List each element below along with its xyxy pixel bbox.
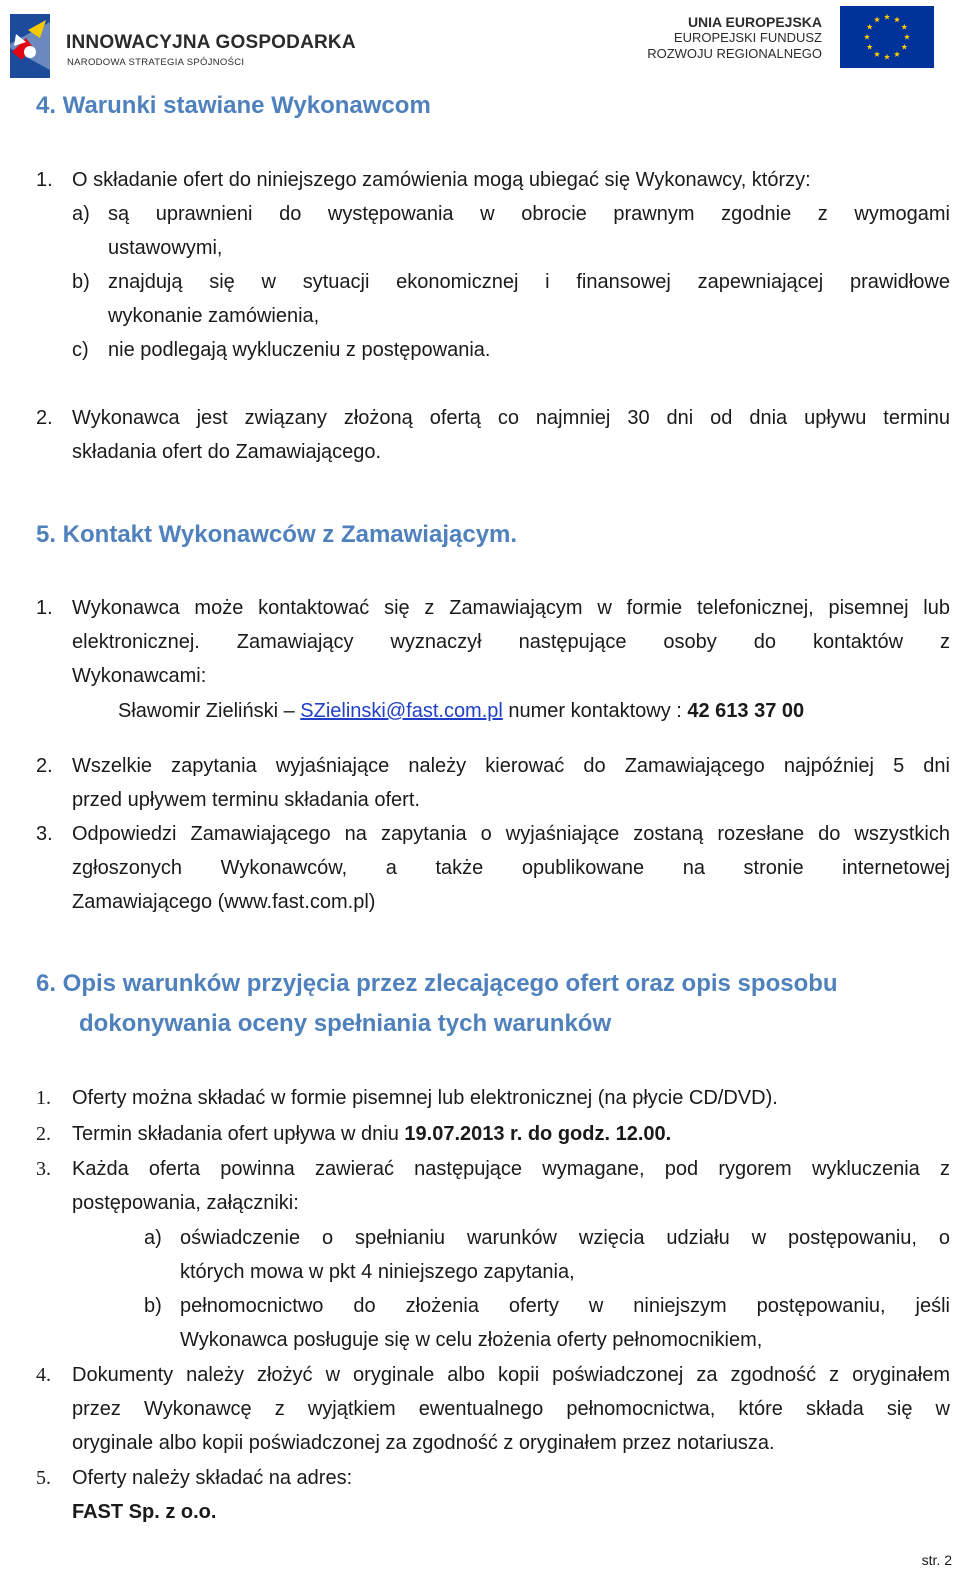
s5-item-2-line-1: Wszelkie zapytania wyjaśniające należy kierować do Zamawiającego najpóźniej 5 dni (72, 755, 950, 777)
s5-item-1-line-2: elektronicznej. Zamawiający wyznaczył następujące osoby do kontaktów z (72, 631, 950, 653)
s4-item-2-number: 2. (36, 407, 53, 429)
s6-item-3-line-1: Każda oferta powinna zawierać następujące wymagane, pod rygorem wykluczenia z (72, 1158, 950, 1180)
section-6-heading-line-2: dokonywania oceny spełniania tych warunków (79, 1010, 612, 1037)
s4-item-b-line-2: wykonanie zamówienia, (108, 305, 320, 327)
contact-line (118, 694, 804, 728)
s6-item-2-text: Termin składania ofert upływa w dniu (72, 1123, 405, 1145)
page-number: str. 2 (921, 1552, 952, 1568)
contact-name: Sławomir Zieliński – (118, 700, 301, 722)
s6-item-1-number: 1. (36, 1087, 51, 1109)
s6-item-3a-line-2: których mowa w pkt 4 niniejszego zapytania, (180, 1261, 575, 1283)
eu-logo-line-1: UNIA EUROPEJSKA (687, 14, 822, 30)
section-6-heading-line-1: 6. Opis warunków przyjęcia przez zlecającego ofert oraz opis sposobu (36, 970, 838, 997)
s4-item-1-text: O składanie ofert do niniejszego zamówienia mogą ubiegać się Wykonawcy, którzy: (72, 169, 811, 191)
s5-item-1-number: 1. (36, 597, 53, 619)
s6-item-5-address (72, 1495, 216, 1529)
s6-item-3-line-2: postępowania, załączniki: (72, 1192, 299, 1214)
s5-item-3-line-3: Zamawiającego (www.fast.com.pl) (72, 891, 376, 913)
s4-item-c-label: c) (72, 339, 89, 361)
s5-item-1-line-3: Wykonawcami: (72, 665, 207, 687)
s6-item-2-number: 2. (36, 1123, 51, 1145)
company-name: FAST Sp. z o.o. (72, 1501, 217, 1523)
s6-item-3a-line-1: oświadczenie o spełnianiu warunków wzięcia udziału w postępowaniu, o (180, 1227, 950, 1249)
s6-item-5-number: 5. (36, 1467, 51, 1489)
eu-flag-icon (840, 6, 934, 68)
s4-item-2-line-2: składania ofert do Zamawiającego. (72, 441, 382, 463)
s6-item-3b-line-2: Wykonawca posługuje się w celu złożenia oferty pełnomocnikiem, (180, 1329, 763, 1351)
eu-logo-line-3: ROZWOJU REGIONALNEGO (647, 46, 822, 61)
section-5-heading: 5. Kontakt Wykonawców z Zamawiającym. (36, 521, 518, 548)
s4-item-a-line-2: ustawowymi, (108, 237, 223, 259)
s5-item-3-line-1: Odpowiedzi Zamawiającego na zapytania o wyjaśniające zostaną rozesłane do wszystkich (72, 823, 950, 845)
s6-item-4-line-2: przez Wykonawcę z wyjątkiem ewentualnego pełnomocnictwa, które składa się w (72, 1398, 950, 1420)
s4-item-2-line-1: Wykonawca jest związany złożoną ofertą co najmniej 30 dni od dnia upływu terminu (72, 407, 950, 429)
innowacyjna-gospodarka-logo (6, 10, 356, 80)
s6-item-5-text: Oferty należy składać na adres: (72, 1467, 353, 1489)
s6-item-2-line (72, 1117, 671, 1151)
s6-item-4-line-1: Dokumenty należy złożyć w oryginale albo kopii poświadczonej za zgodność z oryginałem (72, 1364, 950, 1386)
eu-logo-text (647, 14, 822, 62)
s4-item-c-line-1: nie podlegają wykluczeniu z postępowania. (108, 339, 491, 361)
s6-item-3-number: 3. (36, 1158, 51, 1180)
section-4-heading: 4. Warunki stawiane Wykonawcom (36, 92, 431, 119)
contact-email-link[interactable]: SZielinski@fast.com.pl (300, 700, 503, 722)
s6-item-3b-label: b) (144, 1295, 162, 1317)
s6-item-2-deadline: 19.07.2013 r. do godz. 12.00. (404, 1123, 672, 1145)
s5-item-1-line-1: Wykonawca może kontaktować się z Zamawiającym w formie telefonicznej, pisemnej lub (72, 597, 950, 619)
s5-item-2-number: 2. (36, 755, 53, 777)
contact-phone-label: numer kontaktowy : (502, 700, 688, 722)
s5-item-3-line-2: zgłoszonych Wykonawców, a także opublikowane na stronie internetowej (72, 857, 950, 879)
eu-logo-line-2: EUROPEJSKI FUNDUSZ (673, 30, 822, 45)
s4-item-1-number: 1. (36, 169, 53, 191)
s6-item-3b-line-1: pełnomocnictwo do złożenia oferty w niniejszym postępowaniu, jeśli (180, 1295, 950, 1317)
innowacyjna-gospodarka-emblem-icon (6, 12, 62, 80)
s4-item-b-label: b) (72, 271, 90, 293)
s6-item-1-text: Oferty można składać w formie pisemnej lub elektronicznej (na płycie CD/DVD). (72, 1087, 778, 1109)
s4-item-b-line-1: znajdują się w sytuacji ekonomicznej i finansowej zapewniającej prawidłowe (108, 271, 950, 293)
s6-item-3a-label: a) (144, 1227, 162, 1249)
s5-item-2-line-2: przed upływem terminu składania ofert. (72, 789, 420, 811)
s4-item-a-line-1: są uprawnieni do występowania w obrocie prawnym zgodnie z wymogami (108, 203, 950, 225)
left-logo-subtitle: NARODOWA STRATEGIA SPÓJNOŚCI (67, 57, 245, 68)
s4-item-a-label: a) (72, 203, 90, 225)
s6-item-4-number: 4. (36, 1364, 51, 1386)
unia-europejska-logo (647, 6, 934, 70)
s5-item-3-number: 3. (36, 823, 53, 845)
contact-phone: 42 613 37 00 (687, 700, 805, 722)
left-logo-name: INNOWACYJNA GOSPODARKA (66, 32, 356, 53)
s6-item-4-line-3: oryginale albo kopii poświadczonej za zgodność z oryginałem przez notariusza. (72, 1432, 775, 1454)
